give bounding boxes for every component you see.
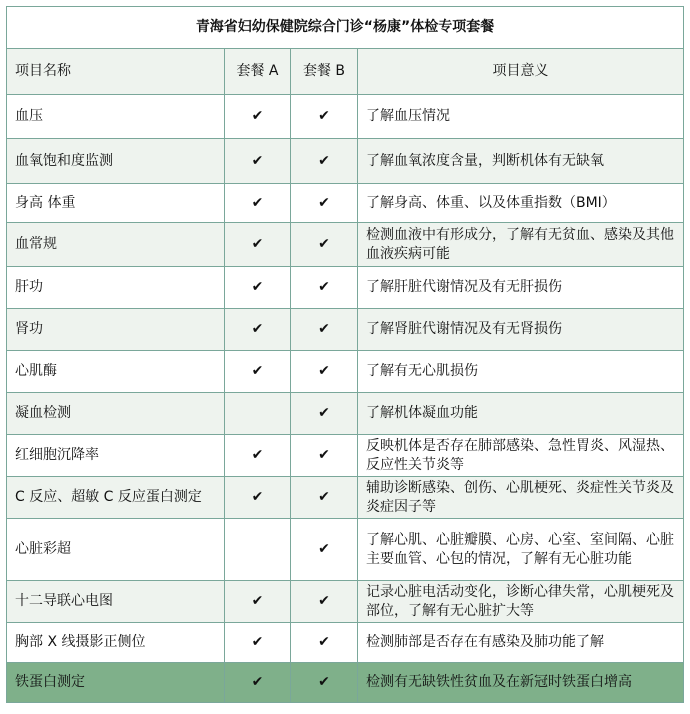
item-meaning: 了解肝脏代谢情况及有无肝损伤 xyxy=(358,267,684,309)
check-icon: ✔ xyxy=(291,581,358,623)
package-table xyxy=(6,6,684,703)
table-row xyxy=(7,477,684,519)
table-row xyxy=(7,267,684,309)
check-icon: ✔ xyxy=(291,309,358,351)
table-row xyxy=(7,663,684,703)
item-meaning: 了解有无心肌损伤 xyxy=(358,351,684,393)
check-icon: ✔ xyxy=(225,477,291,519)
check-icon: ✔ xyxy=(225,223,291,267)
check-icon: ✔ xyxy=(225,267,291,309)
check-icon: ✔ xyxy=(291,393,358,435)
item-meaning: 记录心脏电活动变化，诊断心律失常，心肌梗死及部位，了解有无心脏扩大等 xyxy=(358,581,684,623)
check-icon: ✔ xyxy=(225,351,291,393)
item-meaning: 了解身高、体重、以及体重指数（BMI） xyxy=(358,184,684,223)
header-package-b: 套餐 B xyxy=(291,49,358,95)
table-row xyxy=(7,581,684,623)
item-name: 心肌酶 xyxy=(7,351,225,393)
check-icon: ✔ xyxy=(225,623,291,663)
check-icon xyxy=(225,519,291,581)
check-icon: ✔ xyxy=(291,663,358,703)
check-icon: ✔ xyxy=(291,435,358,477)
item-meaning: 检测血液中有形成分，了解有无贫血、感染及其他血液疾病可能 xyxy=(358,223,684,267)
table-row xyxy=(7,623,684,663)
item-name: 凝血检测 xyxy=(7,393,225,435)
item-meaning: 了解机体凝血功能 xyxy=(358,393,684,435)
item-meaning: 检测肺部是否存在有感染及肺功能了解 xyxy=(358,623,684,663)
table-row xyxy=(7,393,684,435)
check-icon: ✔ xyxy=(291,519,358,581)
check-icon xyxy=(225,393,291,435)
item-name: 肝功 xyxy=(7,267,225,309)
check-icon: ✔ xyxy=(225,309,291,351)
table-title: 青海省妇幼保健院综合门诊“杨康”体检专项套餐 xyxy=(7,7,684,49)
check-icon: ✔ xyxy=(291,477,358,519)
item-meaning: 了解心肌、心脏瓣膜、心房、心室、室间隔、心脏主要血管、心包的情况，了解有无心脏功能 xyxy=(358,519,684,581)
item-name: 红细胞沉降率 xyxy=(7,435,225,477)
table-row xyxy=(7,184,684,223)
item-name: 血常规 xyxy=(7,223,225,267)
check-icon: ✔ xyxy=(225,663,291,703)
item-name: 身高 体重 xyxy=(7,184,225,223)
check-icon: ✔ xyxy=(291,223,358,267)
table-row xyxy=(7,351,684,393)
item-name: 血氧饱和度监测 xyxy=(7,139,225,184)
header-item-meaning: 项目意义 xyxy=(358,49,684,95)
header-package-a: 套餐 A xyxy=(225,49,291,95)
item-meaning: 了解血氧浓度含量，判断机体有无缺氧 xyxy=(358,139,684,184)
item-name: 血压 xyxy=(7,95,225,139)
check-icon: ✔ xyxy=(225,139,291,184)
item-meaning: 了解肾脏代谢情况及有无肾损伤 xyxy=(358,309,684,351)
table-row xyxy=(7,309,684,351)
check-icon: ✔ xyxy=(225,581,291,623)
table-row xyxy=(7,95,684,139)
header-item-name: 项目名称 xyxy=(7,49,225,95)
check-icon: ✔ xyxy=(291,267,358,309)
table-row xyxy=(7,223,684,267)
check-icon: ✔ xyxy=(291,139,358,184)
item-name: C 反应、超敏 C 反应蛋白测定 xyxy=(7,477,225,519)
item-name: 心脏彩超 xyxy=(7,519,225,581)
check-icon: ✔ xyxy=(291,184,358,223)
check-icon: ✔ xyxy=(225,435,291,477)
item-name: 十二导联心电图 xyxy=(7,581,225,623)
table-row xyxy=(7,519,684,581)
check-icon: ✔ xyxy=(225,184,291,223)
item-meaning: 了解血压情况 xyxy=(358,95,684,139)
check-icon: ✔ xyxy=(225,95,291,139)
check-icon: ✔ xyxy=(291,95,358,139)
item-meaning: 反映机体是否存在肺部感染、急性胃炎、风湿热、反应性关节炎等 xyxy=(358,435,684,477)
check-icon: ✔ xyxy=(291,351,358,393)
table-row xyxy=(7,435,684,477)
item-name: 铁蛋白测定 xyxy=(7,663,225,703)
item-name: 胸部 X 线摄影正侧位 xyxy=(7,623,225,663)
item-meaning: 检测有无缺铁性贫血及在新冠时铁蛋白增高 xyxy=(358,663,684,703)
table-row xyxy=(7,139,684,184)
item-meaning: 辅助诊断感染、创伤、心肌梗死、炎症性关节炎及炎症因子等 xyxy=(358,477,684,519)
item-name: 肾功 xyxy=(7,309,225,351)
check-icon: ✔ xyxy=(291,623,358,663)
